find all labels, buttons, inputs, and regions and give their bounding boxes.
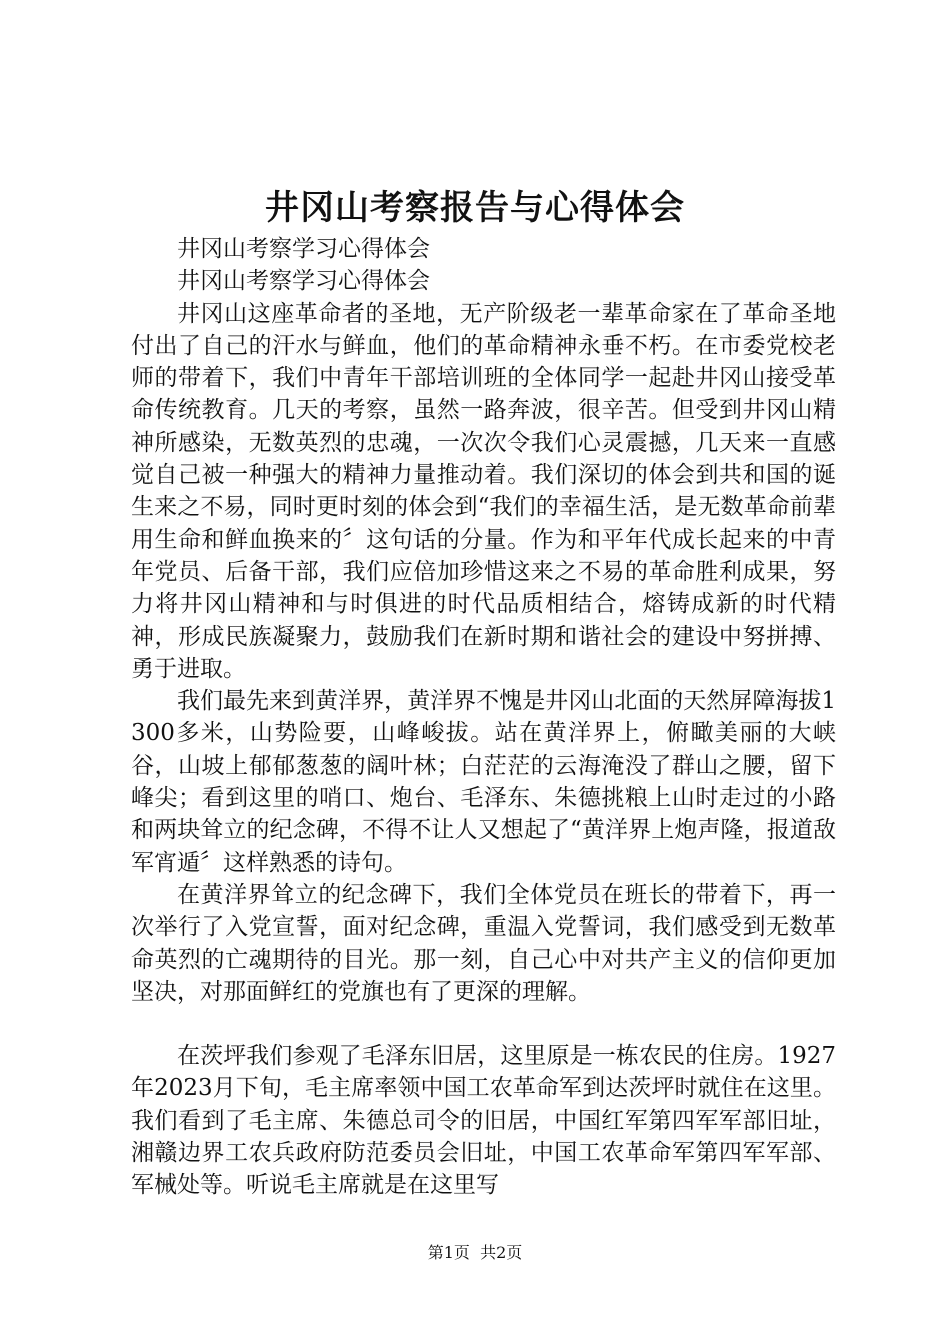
body-paragraph: 在茨坪我们参观了毛泽东旧居，这里原是一栋农民的住房。1927年2023月下旬，毛主席率领中国工农革命军到达茨坪时就住在这里。我们看到了毛主席、朱德总司令的旧居，中国红军第四军军部旧址，湘赣边界工农兵政府防范委员会旧址，中国工农革命军第四军军部、军械处等。听说毛主席就是在这里写 xyxy=(131,1043,836,1199)
page-number: 第1页 共2页 xyxy=(427,1243,523,1262)
body-paragraph: 在黄洋界耸立的纪念碑下，我们全体党员在班长的带着下，再一次举行了入党宣誓，面对纪念碑，重温入党誓词，我们感受到无数革命英烈的亡魂期待的目光。那一刻，自己心中对共产主义的信仰更加坚决，对那面鲜红的党旗也有了更深的理解。 xyxy=(131,881,836,1005)
body-paragraph: 井冈山这座革命者的圣地，无产阶级老一辈革命家在了革命圣地付出了自己的汗水与鲜血，他们的革命精神永垂不朽。在市委党校老师的带着下，我们中青年干部培训班的全体同学一起赴井冈山接受革命传统教育。几天的考察，虽然一路奔波，很辛苦。但受到井冈山精神所感染，无数英烈的忠魂，一次次令我们心灵震撼，几天来一直感觉自己被一种强大的精神力量推动着。我们深切的体会到共和国的诞生来之不易，同时更时刻的体会到“我们的幸福生活，是无数革命前辈用生命和鲜血换来的〞这句话的分量。作为和平年代成长起来的中青年党员、后备干部，我们应倍加珍惜这来之不易的革命胜利成果，努力将井冈山精神和与时俱进的时代品质相结合，熔铸成新的时代精神，形成民族凝聚力，鼓励我们在新时期和谐社会的建设中努拼搏、勇于进取。 xyxy=(131,300,836,682)
subtitle-line: 井冈山考察学习心得体会 xyxy=(177,236,430,262)
page-footer xyxy=(0,1241,950,1265)
document-body xyxy=(131,233,836,1202)
subtitle-line: 井冈山考察学习心得体会 xyxy=(177,268,430,295)
body-paragraph: 我们最先来到黄洋界，黄洋界不愧是井冈山北面的天然屏障海拔1300多米，山势险要，山峰峻拔。站在黄洋界上，俯瞰美丽的大峡谷，山坡上郁郁葱葱的阔叶林；白茫茫的云海淹没了群山之腰，留下峰尖；看到这里的哨口、炮台、毛泽东、朱德挑粮上山时走过的小路和两块耸立的纪念碑，不得不让人又想起了“黄洋界上炮声隆，报道敌军宵遁〞这样熟悉的诗句。 xyxy=(131,688,836,876)
document-title: 井冈山考察报告与心得体会 xyxy=(265,188,685,228)
